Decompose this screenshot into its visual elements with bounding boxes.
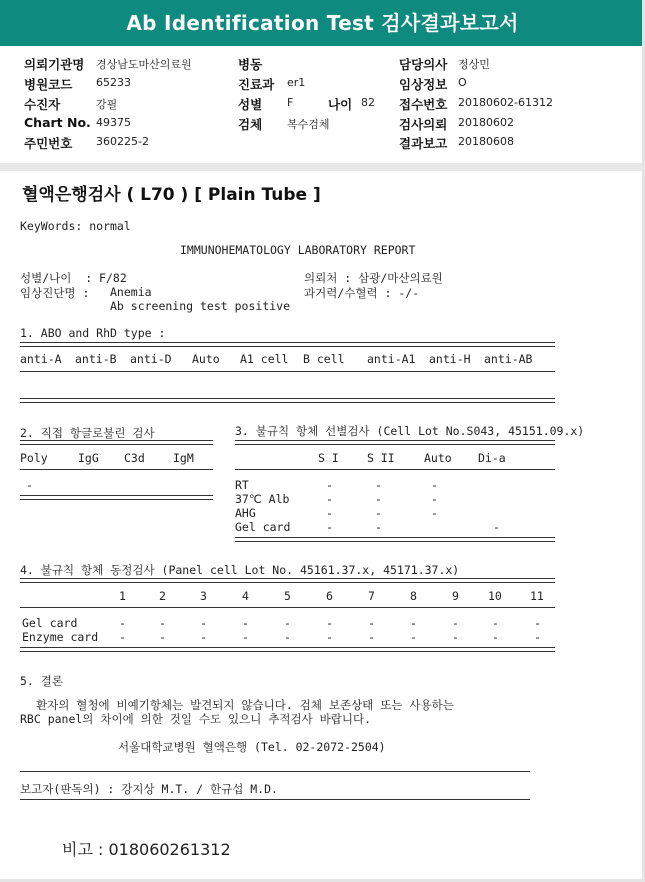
sec1-col-anti-a: anti-A	[20, 352, 62, 366]
diagnosis-1: Anemia	[110, 285, 152, 299]
ward-label: 병동	[238, 57, 263, 72]
sec4-row-enzyme-9: -	[452, 630, 459, 644]
sec4-row-enzyme-10: -	[492, 630, 499, 644]
institution-label: 의뢰기관명	[24, 57, 85, 72]
sec4-col-1: 1	[119, 589, 126, 603]
conclusion-line-1: 환자의 혈청에 비예기항체는 발견되지 않습니다. 검체 보존상태 또는 사용하는	[36, 698, 454, 712]
resident-no-value: 360225-2	[96, 135, 149, 148]
sec4-row-gel-4: -	[242, 616, 249, 630]
sec2-value-poly: -	[26, 478, 33, 492]
result-report-label: 결과보고	[399, 136, 448, 151]
sec2-col-igg: IgG	[78, 451, 99, 465]
sec4-rule-mid	[20, 607, 555, 608]
specimen-value: 복수검체	[287, 118, 330, 131]
test-request-label: 검사의뢰	[399, 117, 448, 132]
sec2-rule-mid	[20, 469, 213, 470]
sec4-col-11: 11	[530, 589, 544, 603]
sec4-row-gel-3: -	[200, 616, 207, 630]
sec3-row-rt-auto: -	[431, 478, 438, 492]
doctor-value: 정상민	[458, 58, 490, 71]
department-label: 진료과	[238, 77, 275, 92]
page-title: Ab Identification Test 검사결과보고서	[126, 11, 519, 35]
sec4-col-4: 4	[242, 589, 249, 603]
sex-age: 성별/나이 : F/82	[20, 271, 127, 285]
sec1-rule-bottom	[20, 398, 555, 403]
sec4-row-enzyme-11: -	[534, 630, 541, 644]
test-request-value: 20180602	[458, 116, 514, 129]
requester: 의뢰처 : 삼광/마산의료원	[304, 271, 443, 285]
sec4-row-gel-6: -	[326, 616, 333, 630]
sec3-rule-bottom	[235, 537, 555, 542]
sec3-row-gel-di-a: -	[493, 520, 500, 534]
institution-value: 경상남도마산의료원	[96, 58, 192, 71]
sex-value: F	[287, 96, 294, 109]
sec1-rule-top	[20, 342, 555, 347]
sec3-col-di-a: Di-a	[478, 451, 506, 465]
lab-report-title: IMMUNOHEMATOLOGY LABORATORY REPORT	[180, 243, 416, 257]
sec2-col-igm: IgM	[173, 451, 194, 465]
sec3-row-37c-s2: -	[375, 492, 382, 506]
sec4-row-enzyme-4: -	[242, 630, 249, 644]
reception-no-value: 20180602-61312	[458, 96, 553, 109]
conclusion-line-2: RBC panel의 차이에 의한 것일 수도 있으니 추적검사 바랍니다.	[20, 712, 371, 726]
sec3-row-gel-s2: -	[375, 520, 382, 534]
reporter-rule-top	[20, 771, 530, 772]
sec3-row-rt-s1: -	[326, 478, 333, 492]
clinical-info-value: O	[458, 76, 467, 89]
sec3-col-s2: S II	[367, 451, 395, 465]
sec3-row-37c-auto: -	[431, 492, 438, 506]
sec1-col-anti-ab: anti-AB	[484, 352, 533, 366]
sec4-col-5: 5	[284, 589, 291, 603]
sec3-row-rt-label: RT	[235, 478, 249, 492]
sec4-col-6: 6	[326, 589, 333, 603]
sec4-col-10: 10	[488, 589, 502, 603]
sec4-row-enzyme-5: -	[284, 630, 291, 644]
sec1-col-anti-b: anti-B	[75, 352, 117, 366]
resident-no-label: 주민번호	[24, 136, 73, 151]
sec4-col-3: 3	[200, 589, 207, 603]
sec4-row-gel-5: -	[284, 616, 291, 630]
sec4-row-gel-label: Gel card	[22, 616, 78, 630]
clinical-info-label: 임상정보	[399, 77, 448, 92]
sec4-row-gel-2: -	[159, 616, 166, 630]
sec4-row-gel-9: -	[452, 616, 459, 630]
sec4-row-enzyme-3: -	[200, 630, 207, 644]
sec2-col-poly: Poly	[20, 451, 48, 465]
sec3-rule-mid	[235, 469, 555, 470]
reception-no-label: 접수번호	[399, 97, 448, 112]
sec3-row-ahg-s2: -	[375, 506, 382, 520]
sec4-row-enzyme-8: -	[410, 630, 417, 644]
sec1-col-a1-cell: A1 cell	[240, 352, 289, 366]
result-report-value: 20180608	[458, 135, 514, 148]
sec4-row-enzyme-2: -	[159, 630, 166, 644]
sec3-row-rt-s2: -	[375, 478, 382, 492]
reporter: 보고자(판독의) : 강지상 M.T. / 한규섭 M.D.	[20, 782, 278, 796]
sec2-title: 2. 직접 항글로불린 검사	[20, 426, 155, 440]
sec5-title: 5. 결론	[20, 674, 63, 688]
diagnosis-label: 임상진단명 :	[20, 286, 90, 300]
sec1-rule-mid	[20, 371, 555, 372]
sec3-row-ahg-auto: -	[431, 506, 438, 520]
sex-label: 성별	[238, 97, 263, 112]
sec3-row-ahg-s1: -	[326, 506, 333, 520]
sec1-col-anti-h: anti-H	[429, 352, 471, 366]
sec3-title: 3. 불규칙 항체 선별검사 (Cell Lot No.S043, 45151.09.x)	[235, 424, 585, 438]
chart-no-label: Chart No.	[24, 115, 91, 130]
sec4-row-enzyme-label: Enzyme card	[22, 630, 99, 644]
sec4-row-gel-8: -	[410, 616, 417, 630]
sec4-row-enzyme-7: -	[368, 630, 375, 644]
sec4-rule-bottom	[20, 647, 555, 652]
sec4-row-enzyme-1: -	[119, 630, 126, 644]
reporter-rule-bottom	[20, 799, 530, 800]
sec1-col-b-cell: B cell	[303, 352, 345, 366]
remark: 비고 : 018060261312	[62, 840, 231, 859]
diagnosis-2: Ab screening test positive	[110, 299, 291, 313]
sec4-col-2: 2	[159, 589, 166, 603]
report-title: 혈액은행검사 ( L70 ) [ Plain Tube ]	[22, 185, 321, 205]
sec4-title: 4. 불규칙 항체 동정검사 (Panel cell Lot No. 45161.37.x, 45171.37.x)	[20, 563, 460, 577]
sec2-rule-top	[20, 440, 213, 445]
sec2-rule-bottom	[20, 495, 213, 500]
transfusion-history: 과거력/수혈력 : -/-	[304, 286, 420, 300]
sec1-col-anti-a1: anti-A1	[367, 352, 416, 366]
sec4-row-enzyme-6: -	[326, 630, 333, 644]
blood-bank-contact: 서울대학교병원 혈액은행 (Tel. 02-2072-2504)	[118, 740, 386, 754]
sec1-title: 1. ABO and RhD type :	[20, 326, 166, 340]
sec4-rule-top	[20, 578, 555, 583]
hospital-code-value: 65233	[96, 76, 131, 89]
sec4-col-9: 9	[452, 589, 459, 603]
collector-value: 강필	[96, 98, 118, 111]
sec1-col-auto: Auto	[192, 352, 220, 366]
sec3-row-37c-s1: -	[326, 492, 333, 506]
sec4-row-gel-1: -	[119, 616, 126, 630]
sec3-row-gel-label: Gel card	[235, 520, 291, 534]
sec4-row-gel-11: -	[534, 616, 541, 630]
sec4-col-8: 8	[410, 589, 417, 603]
sec4-row-gel-10: -	[492, 616, 499, 630]
sec1-col-anti-d: anti-D	[130, 352, 172, 366]
hospital-code-label: 병원코드	[24, 77, 73, 92]
sec3-col-auto: Auto	[424, 451, 452, 465]
sec3-row-37c-label: 37℃ Alb	[235, 492, 290, 506]
doctor-label: 담당의사	[399, 57, 448, 72]
age-value: 82	[361, 96, 375, 109]
sec4-row-gel-7: -	[368, 616, 375, 630]
specimen-label: 검체	[238, 117, 263, 132]
sec3-rule-top	[235, 440, 555, 445]
sec4-col-7: 7	[368, 589, 375, 603]
sec3-col-s1: S I	[318, 451, 339, 465]
sec3-row-gel-s1: -	[326, 520, 333, 534]
chart-no-value: 49375	[96, 116, 131, 129]
age-label: 나이	[328, 97, 353, 112]
collector-label: 수진자	[24, 97, 61, 112]
department-value: er1	[287, 76, 306, 89]
sec2-col-c3d: C3d	[124, 451, 145, 465]
keywords: KeyWords: normal	[20, 219, 131, 233]
header-separator	[0, 163, 645, 171]
sec3-row-ahg-label: AHG	[235, 506, 256, 520]
